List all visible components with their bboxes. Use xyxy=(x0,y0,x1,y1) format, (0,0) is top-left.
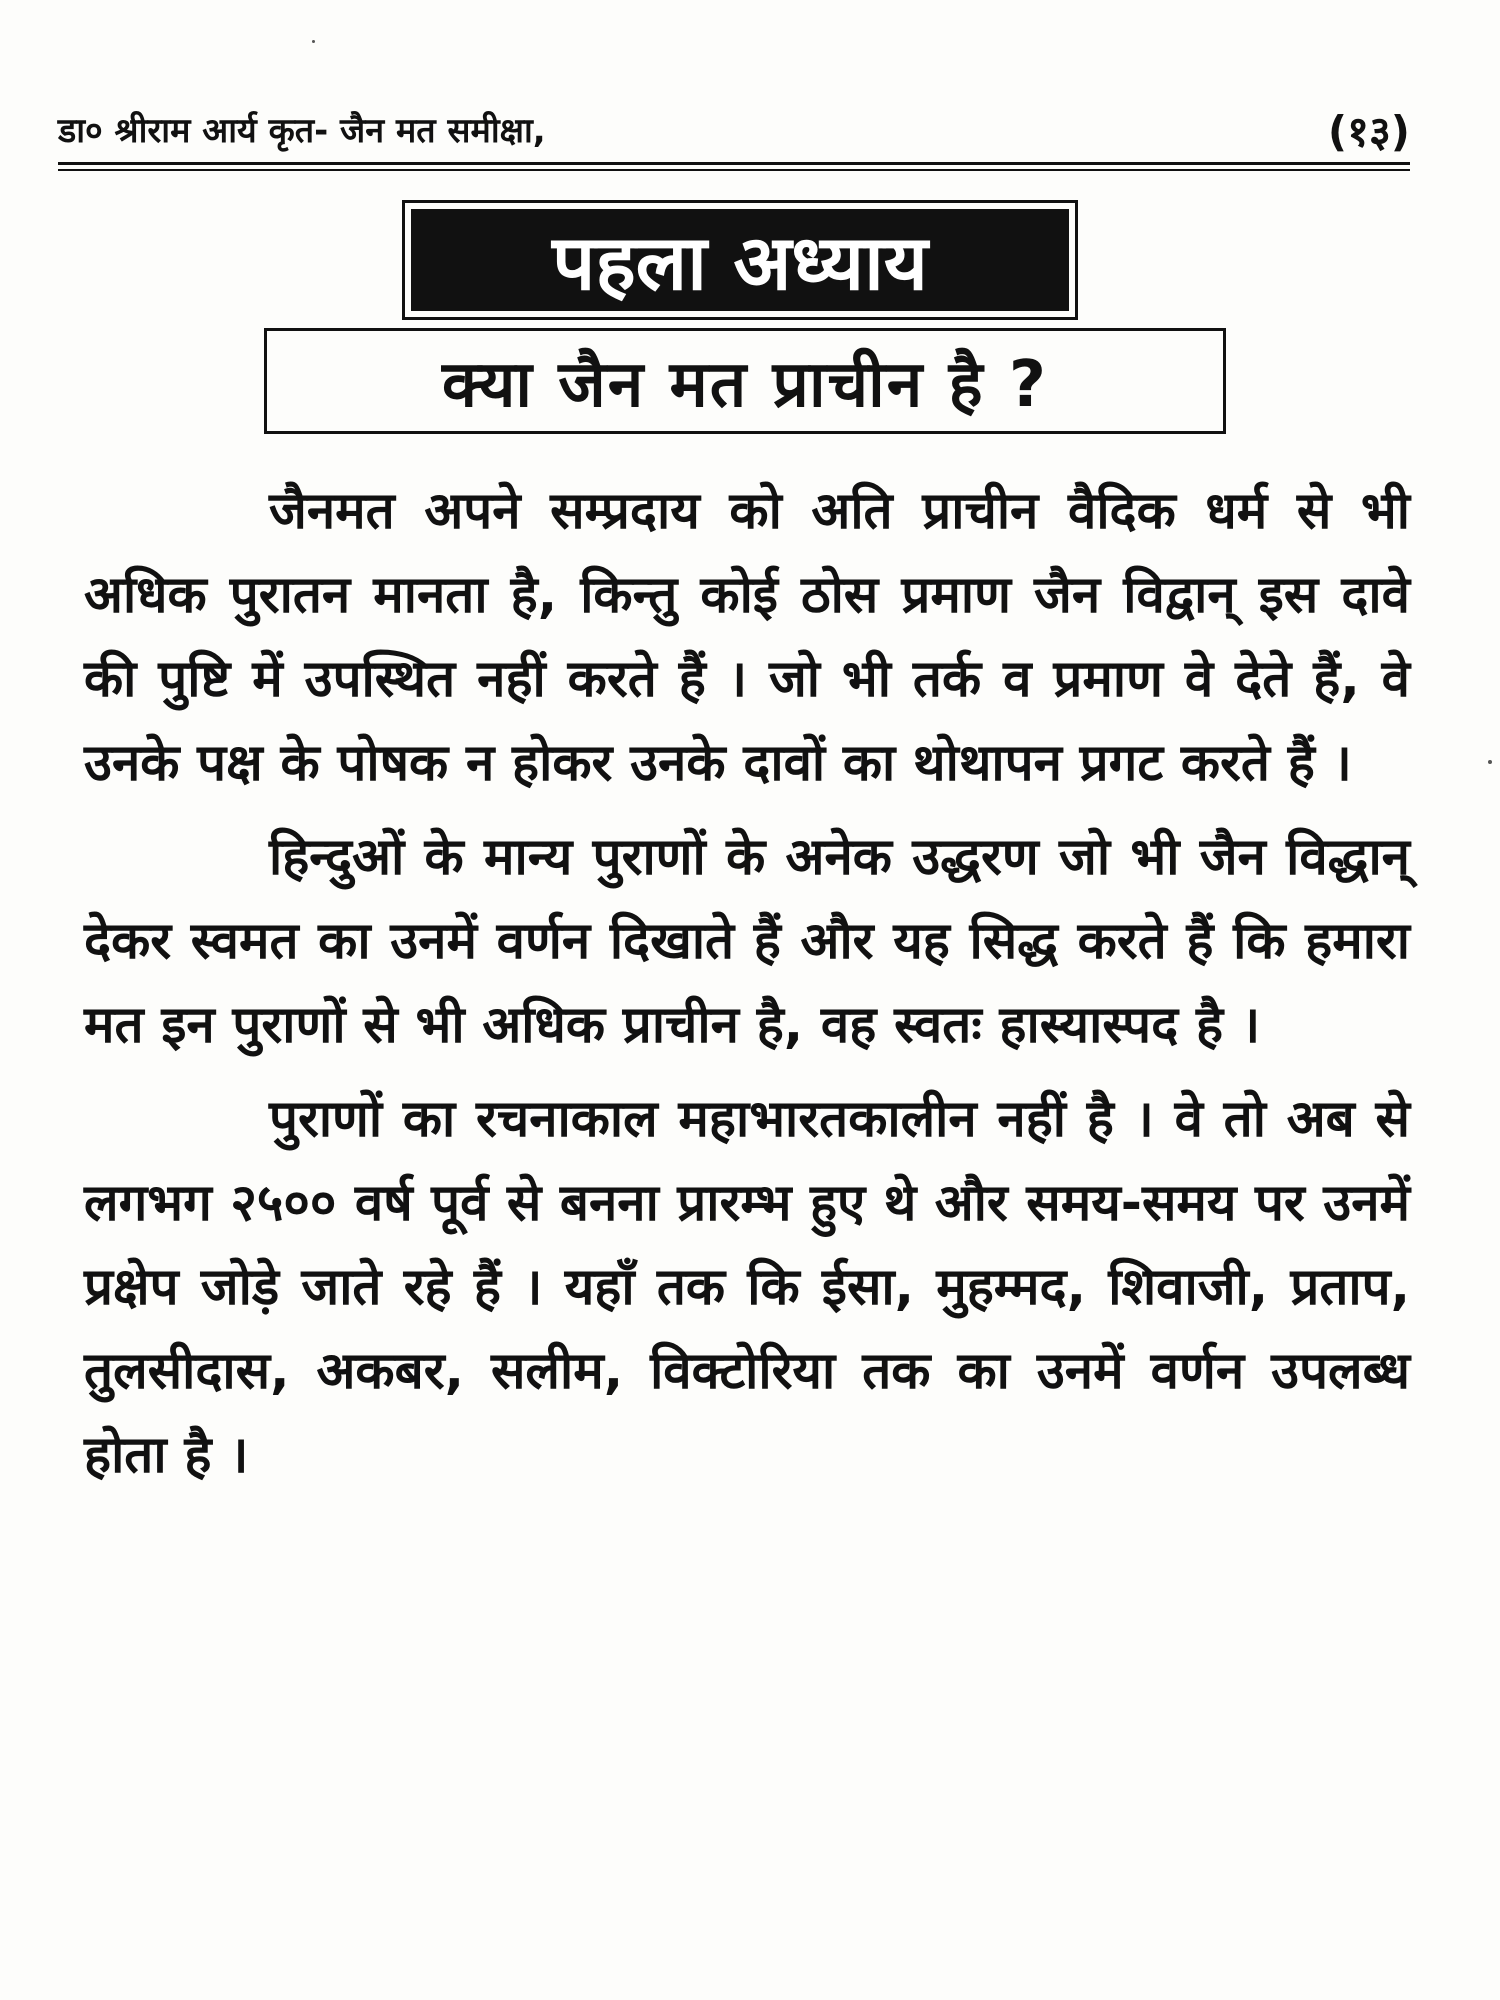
header-rule-second xyxy=(58,169,1410,171)
scan-speck xyxy=(312,40,315,43)
paragraph-3: पुराणों का रचनाकाल महाभारतकालीन नहीं है । वे तो अब से लगभग २५०० वर्ष पूर्व से बनना प्रारम्भ हुए थे और समय-समय पर उनमें प्रक्षेप जोड़े जाते रहे हैं । यहाँ तक कि ईसा, मुहम्मद, शिवाजी, प्रताप, तुलसीदास, अकबर, सलीम, विक्टोरिया तक का उनमें वर्णन उपलब्ध होता है । xyxy=(84,1090,1410,1485)
running-title: डा० श्रीराम आर्य कृत- जैन मत समीक्षा, xyxy=(58,111,546,151)
chapter-label: पहला अध्याय xyxy=(411,209,1069,311)
header-rule xyxy=(58,162,1410,165)
paragraph-1: जैनमत अपने सम्प्रदाय को अति प्राचीन वैदिक धर्म से भी अधिक पुरातन मानता है, किन्तु कोई ठोस प्रमाण जैन विद्वान् इस दावे की पुष्टि में उपस्थित नहीं करते हैं । जो भी तर्क व प्रमाण वे देते हैं, वे उनके पक्ष के पोषक न होकर उनके दावों का थोथापन प्रगट करते हैं । xyxy=(84,482,1410,793)
chapter-title-box xyxy=(264,328,1226,434)
paragraph-2: हिन्दुओं के मान्य पुराणों के अनेक उद्धरण जो भी जैन विद्धान् देकर स्वमत का उनमें वर्णन दिखाते हैं और यह सिद्ध करते हैं कि हमारा मत इन पुराणों से भी अधिक प्राचीन है, वह स्वतः हास्यास्पद है । xyxy=(84,828,1410,1055)
page-number: (१३) xyxy=(1327,107,1410,156)
body-text xyxy=(84,470,1410,1508)
running-header xyxy=(58,102,1410,158)
chapter-label-box xyxy=(402,200,1078,320)
scan-speck xyxy=(1488,760,1492,764)
chapter-title: क्या जैन मत प्राचीन है ? xyxy=(442,347,1048,422)
